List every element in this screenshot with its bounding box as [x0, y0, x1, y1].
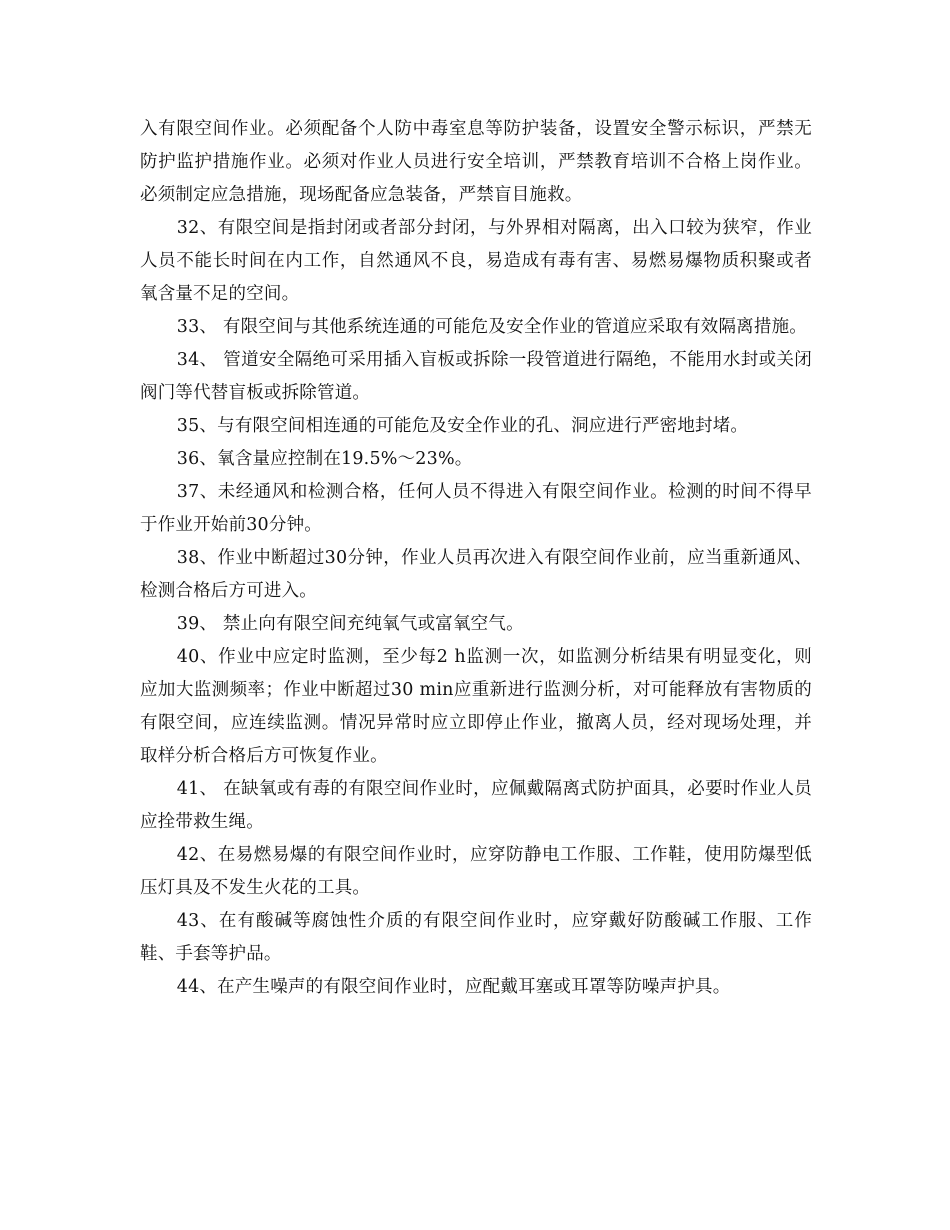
paragraph-item-37: 37、未经通风和检测合格，任何人员不得进入有限空间作业。检测的时间不得早于作业开始前30分钟。 [140, 482, 812, 535]
paragraph-item-39: 39、 禁止向有限空间充纯氧气或富氧空气。 [176, 614, 524, 634]
paragraph-item-43: 43、在有酸碱等腐蚀性介质的有限空间作业时，应穿戴好防酸碱工作服、工作鞋、手套等护品。 [140, 911, 812, 964]
paragraph-item-33: 33、 有限空间与其他系统连通的可能危及安全作业的管道应采取有效隔离措施。 [176, 317, 807, 337]
document-body [140, 113, 812, 1004]
paragraph-item-40: 40、作业中应定时监测，至少每2 h监测一次，如监测分析结果有明显变化，则应加大监测频率；作业中断超过30 min应重新进行监测分析，对可能释放有害物质的有限空间，应连续监测。情况异常时应立即停止作业，撤离人员，经对现场处理，并取样分析合格后方可恢复作业。 [140, 647, 812, 766]
paragraph-item-36: 36、氧含量应控制在19.5%～23%。 [176, 449, 473, 469]
paragraph-item-41: 41、 在缺氧或有毒的有限空间作业时，应佩戴隔离式防护面具，必要时作业人员应拴带救生绳。 [140, 779, 812, 832]
paragraph-item-38: 38、作业中断超过30分钟，作业人员再次进入有限空间作业前，应当重新通风、检测合格后方可进入。 [140, 548, 812, 601]
paragraph-item-34: 34、 管道安全隔绝可采用插入盲板或拆除一段管道进行隔绝，不能用水封或关闭阀门等代替盲板或拆除管道。 [140, 350, 812, 403]
paragraph-continuation: 入有限空间作业。必须配备个人防中毒室息等防护装备，设置安全警示标识，严禁无防护监护措施作业。必须对作业人员进行安全培训，严禁教育培训不合格上岗作业。必须制定应急措施，现场配备应急装备，严禁盲目施救。 [140, 119, 812, 205]
paragraph-item-44: 44、在产生噪声的有限空间作业时，应配戴耳塞或耳罩等防噪声护具。 [176, 977, 731, 997]
paragraph-item-32: 32、有限空间是指封闭或者部分封闭，与外界相对隔离，出入口较为狭窄，作业人员不能长时间在内工作，自然通风不良，易造成有毒有害、易燃易爆物质积聚或者氧含量不足的空间。 [140, 218, 812, 304]
paragraph-item-42: 42、在易燃易爆的有限空间作业时，应穿防静电工作服、工作鞋，使用防爆型低压灯具及不发生火花的工具。 [140, 845, 812, 898]
paragraph-item-35: 35、与有限空间相连通的可能危及安全作业的孔、洞应进行严密地封堵。 [176, 416, 749, 436]
